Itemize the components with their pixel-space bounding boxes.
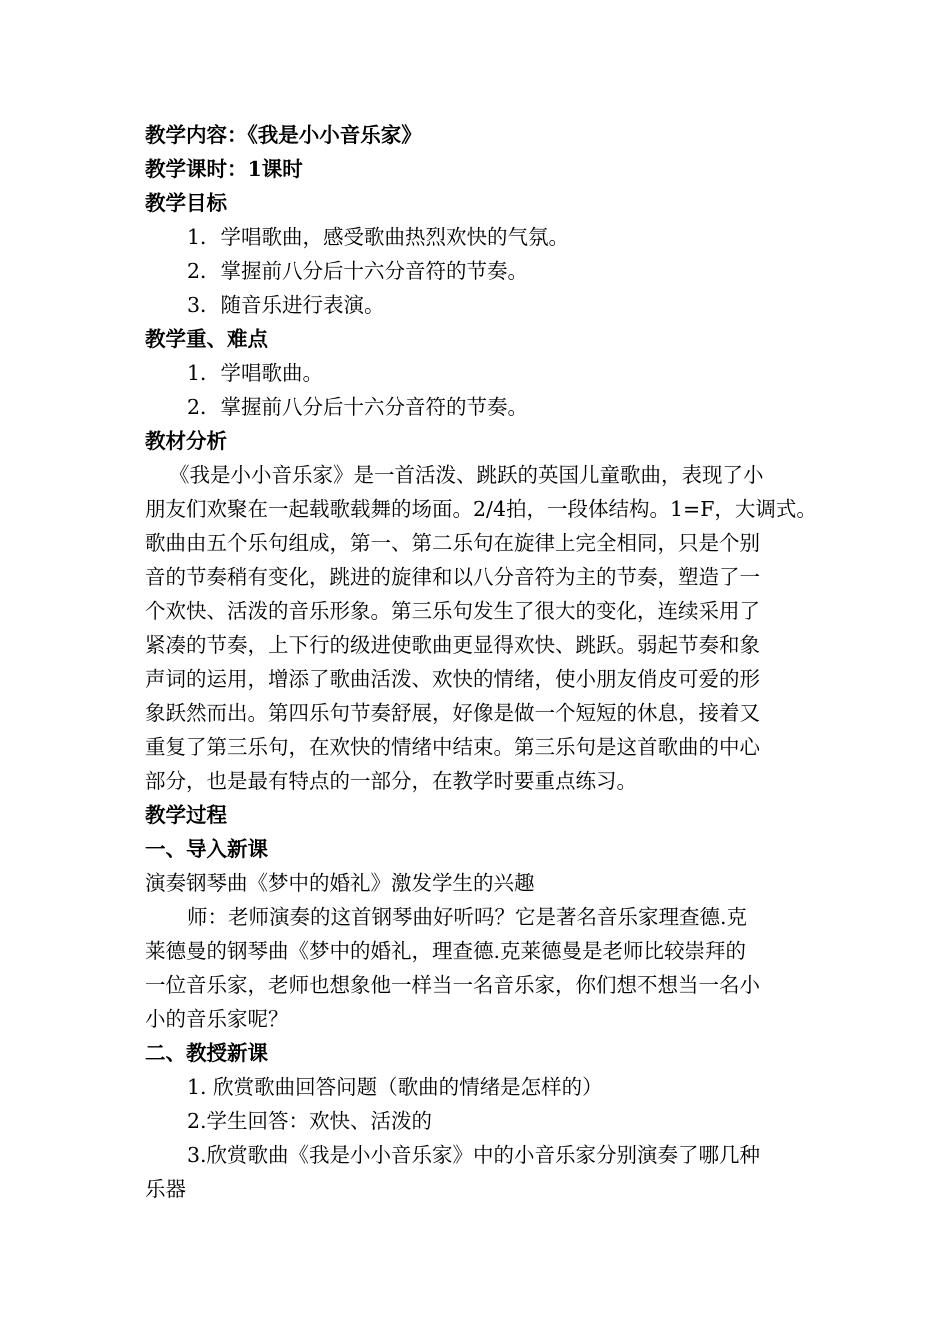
teacher-line: 莱德曼的钢琴曲《梦中的婚礼，理查德.克莱德曼是老师比较崇拜的 [145, 939, 747, 963]
analysis-line: 个欢快、活泼的音乐形象。第三乐句发生了很大的变化，连续采用了 [145, 599, 760, 623]
analysis-heading: 教材分析 [145, 429, 227, 453]
teaching-item: 1. 欣赏歌曲回答问题（歌曲的情绪是怎样的） [187, 1075, 603, 1099]
objectives-heading: 教学目标 [145, 191, 227, 215]
teaching-hours: 教学课时：1课时 [145, 157, 303, 181]
teaching-content-title: 教学内容：《我是小小音乐家》 [145, 123, 422, 147]
section-intro-heading: 一、导入新课 [145, 837, 268, 861]
teaching-item: 乐器 [145, 1177, 186, 1201]
key-point-item: 2．掌握前八分后十六分音符的节奏。 [187, 395, 529, 419]
analysis-line: 朋友们欢聚在一起载歌载舞的场面。2/4拍，一段体结构。1=F，大调式。 [145, 497, 817, 521]
teaching-item: 2.学生回答：欢快、活泼的 [187, 1109, 433, 1133]
analysis-line: 象跃然而出。第四乐句节奏舒展，好像是做一个短短的休息，接着又 [145, 701, 760, 725]
section-teaching-heading: 二、教授新课 [145, 1041, 268, 1065]
analysis-line: 声词的运用，增添了歌曲活泼、欢快的情绪，使小朋友俏皮可爱的形 [145, 667, 760, 691]
teacher-line: 一位音乐家，老师也想象他一样当一名音乐家，你们想不想当一名小 [145, 973, 760, 997]
analysis-line: 重复了第三乐句，在欢快的情绪中结束。第三乐句是这首歌曲的中心 [145, 735, 760, 759]
teaching-item: 3.欣赏歌曲《我是小小音乐家》中的小音乐家分别演奏了哪几种 [187, 1143, 761, 1167]
objective-item: 1．学唱歌曲，感受歌曲热烈欢快的气氛。 [187, 225, 570, 249]
teacher-line: 小的音乐家呢？ [145, 1007, 289, 1031]
analysis-line: 紧凑的节奏，上下行的级进使歌曲更显得欢快、跳跃。弱起节奏和象 [145, 633, 760, 657]
objective-item: 2．掌握前八分后十六分音符的节奏。 [187, 259, 529, 283]
analysis-line: 《我是小小音乐家》是一首活泼、跳跃的英国儿童歌曲，表现了小 [169, 463, 764, 487]
process-heading: 教学过程 [145, 803, 227, 827]
key-points-heading: 教学重、难点 [145, 327, 268, 351]
analysis-line: 音的节奏稍有变化，跳进的旋律和以八分音符为主的节奏，塑造了一 [145, 565, 760, 589]
key-point-item: 1．学唱歌曲。 [187, 361, 324, 385]
objective-item: 3．随音乐进行表演。 [187, 293, 385, 317]
section-intro-text: 演奏钢琴曲《梦中的婚礼》激发学生的兴趣 [145, 871, 535, 895]
document-body [145, 118, 817, 1206]
teacher-line: 师：老师演奏的这首钢琴曲好听吗？它是著名音乐家理查德.克 [187, 905, 748, 929]
analysis-line: 歌曲由五个乐句组成，第一、第二乐句在旋律上完全相同，只是个别 [145, 531, 760, 555]
analysis-line: 部分，也是最有特点的一部分，在教学时要重点练习。 [145, 769, 637, 793]
